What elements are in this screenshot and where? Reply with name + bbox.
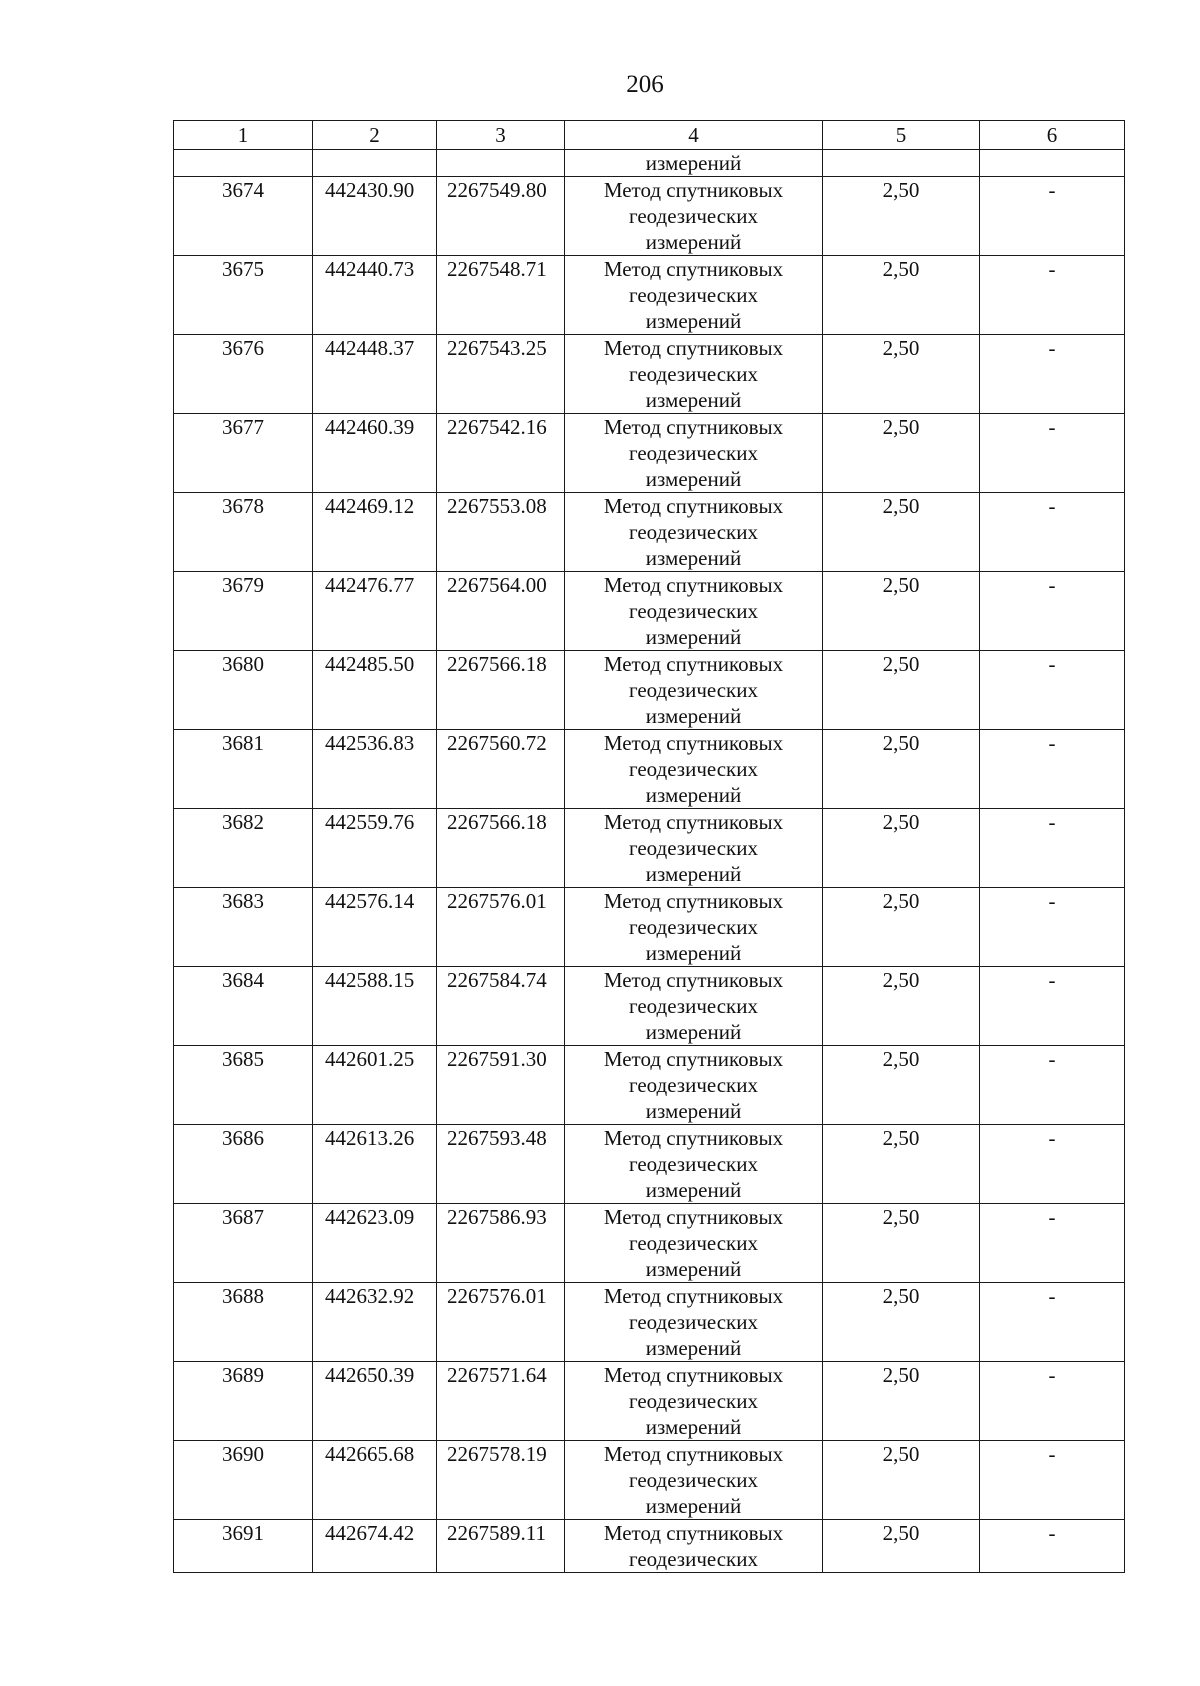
- table-row: [174, 1362, 1125, 1441]
- method-cell: [565, 1283, 823, 1362]
- accuracy-cell: 2,50: [823, 967, 980, 1046]
- header-cell: 4: [565, 121, 823, 150]
- description-cell: -: [980, 1125, 1125, 1204]
- method-line: геодезических: [628, 204, 758, 228]
- method-cell: [565, 177, 823, 256]
- accuracy-cell: 2,50: [823, 730, 980, 809]
- accuracy-cell: 2,50: [823, 1204, 980, 1283]
- description-cell: -: [980, 493, 1125, 572]
- empty-cell: [980, 150, 1125, 177]
- method-line: измерений: [645, 1494, 742, 1518]
- x-coordinate-cell: 442665.68: [313, 1441, 437, 1520]
- description-cell: -: [980, 1362, 1125, 1441]
- header-cell: 6: [980, 121, 1125, 150]
- x-coordinate-cell: 442476.77: [313, 572, 437, 651]
- method-line: геодезических: [628, 1231, 758, 1255]
- method-line: Метод спутниковых: [603, 494, 784, 518]
- point-number-cell: 3689: [174, 1362, 313, 1441]
- accuracy-cell: 2,50: [823, 1441, 980, 1520]
- method-line: измерений: [645, 862, 742, 886]
- description-cell: -: [980, 730, 1125, 809]
- method-cell: [565, 809, 823, 888]
- point-number-cell: 3688: [174, 1283, 313, 1362]
- y-coordinate-cell: 2267591.30: [437, 1046, 565, 1125]
- method-cell: [565, 967, 823, 1046]
- method-line: измерений: [645, 467, 742, 491]
- method-line: геодезических: [628, 678, 758, 702]
- accuracy-cell: 2,50: [823, 572, 980, 651]
- accuracy-cell: 2,50: [823, 888, 980, 967]
- table-row: [174, 493, 1125, 572]
- method-cell: [565, 414, 823, 493]
- x-coordinate-cell: 442623.09: [313, 1204, 437, 1283]
- point-number-cell: 3674: [174, 177, 313, 256]
- method-line: измерений: [645, 1415, 742, 1439]
- table-row: [174, 335, 1125, 414]
- x-coordinate-cell: 442485.50: [313, 651, 437, 730]
- method-line: геодезических: [628, 757, 758, 781]
- accuracy-cell: 2,50: [823, 1125, 980, 1204]
- table-row: [174, 1520, 1125, 1573]
- empty-cell: [174, 150, 313, 177]
- description-cell: -: [980, 967, 1125, 1046]
- method-line: измерений: [645, 388, 742, 412]
- method-line: геодезических: [628, 1468, 758, 1492]
- point-number-cell: 3676: [174, 335, 313, 414]
- method-cell: [565, 651, 823, 730]
- method-line: геодезических: [628, 836, 758, 860]
- method-line: измерений: [645, 309, 742, 333]
- accuracy-cell: 2,50: [823, 1520, 980, 1573]
- accuracy-cell: 2,50: [823, 651, 980, 730]
- method-line: Метод спутниковых: [603, 1205, 784, 1229]
- method-line: Метод спутниковых: [603, 1442, 784, 1466]
- method-line: геодезических: [628, 1310, 758, 1334]
- method-line: геодезических: [628, 1389, 758, 1413]
- method-cell: [565, 1046, 823, 1125]
- method-cell: [565, 1204, 823, 1283]
- method-line: измерений: [645, 941, 742, 965]
- method-cell: [565, 1520, 823, 1573]
- method-line: измерений: [645, 1336, 742, 1360]
- point-number-cell: 3685: [174, 1046, 313, 1125]
- x-coordinate-cell: 442536.83: [313, 730, 437, 809]
- method-line: Метод спутниковых: [603, 1363, 784, 1387]
- method-cell: [565, 730, 823, 809]
- method-line: измерений: [645, 1178, 742, 1202]
- page-number: 206: [626, 71, 664, 98]
- method-line: Метод спутниковых: [603, 652, 784, 676]
- table-row: [174, 1283, 1125, 1362]
- table-row: [174, 809, 1125, 888]
- x-coordinate-cell: 442674.42: [313, 1520, 437, 1573]
- header-cell: 2: [313, 121, 437, 150]
- table-row: [174, 177, 1125, 256]
- table-row: [174, 1204, 1125, 1283]
- method-line: Метод спутниковых: [603, 257, 784, 281]
- method-cell: [565, 888, 823, 967]
- table-row: [174, 651, 1125, 730]
- x-coordinate-cell: 442430.90: [313, 177, 437, 256]
- description-cell: -: [980, 572, 1125, 651]
- method-cell: [565, 256, 823, 335]
- y-coordinate-cell: 2267586.93: [437, 1204, 565, 1283]
- accuracy-cell: 2,50: [823, 335, 980, 414]
- method-line: Метод спутниковых: [603, 1284, 784, 1308]
- accuracy-cell: 2,50: [823, 177, 980, 256]
- point-number-cell: 3690: [174, 1441, 313, 1520]
- method-line: геодезических: [628, 915, 758, 939]
- x-coordinate-cell: 442650.39: [313, 1362, 437, 1441]
- method-line: геодезических: [628, 362, 758, 386]
- table-row: [174, 1125, 1125, 1204]
- method-line: геодезических: [628, 283, 758, 307]
- method-line: Метод спутниковых: [603, 415, 784, 439]
- method-line: измерений: [645, 625, 742, 649]
- point-number-cell: 3678: [174, 493, 313, 572]
- y-coordinate-cell: 2267548.71: [437, 256, 565, 335]
- y-coordinate-cell: 2267584.74: [437, 967, 565, 1046]
- description-cell: -: [980, 809, 1125, 888]
- method-line: геодезических: [628, 1073, 758, 1097]
- x-coordinate-cell: 442440.73: [313, 256, 437, 335]
- method-line: измерений: [645, 230, 742, 254]
- description-cell: -: [980, 1520, 1125, 1573]
- method-line: измерений: [645, 1099, 742, 1123]
- method-continuation-cell: измерений: [565, 150, 823, 177]
- continuation-row: [174, 150, 1125, 177]
- table-row: [174, 256, 1125, 335]
- method-line: Метод спутниковых: [603, 889, 784, 913]
- header-cell: 3: [437, 121, 565, 150]
- point-number-cell: 3677: [174, 414, 313, 493]
- method-line: измерений: [645, 783, 742, 807]
- method-line: геодезических: [628, 1547, 758, 1571]
- method-line: Метод спутниковых: [603, 968, 784, 992]
- point-number-cell: 3691: [174, 1520, 313, 1573]
- description-cell: -: [980, 177, 1125, 256]
- x-coordinate-cell: 442632.92: [313, 1283, 437, 1362]
- method-line: измерений: [645, 1020, 742, 1044]
- y-coordinate-cell: 2267593.48: [437, 1125, 565, 1204]
- method-cell: [565, 1125, 823, 1204]
- accuracy-cell: 2,50: [823, 493, 980, 572]
- y-coordinate-cell: 2267560.72: [437, 730, 565, 809]
- table-row: [174, 967, 1125, 1046]
- y-coordinate-cell: 2267589.11: [437, 1520, 565, 1573]
- point-number-cell: 3686: [174, 1125, 313, 1204]
- description-cell: -: [980, 414, 1125, 493]
- point-number-cell: 3683: [174, 888, 313, 967]
- point-number-cell: 3684: [174, 967, 313, 1046]
- method-line: Метод спутниковых: [603, 1047, 784, 1071]
- table-row: [174, 1046, 1125, 1125]
- y-coordinate-cell: 2267576.01: [437, 888, 565, 967]
- accuracy-cell: 2,50: [823, 809, 980, 888]
- description-cell: -: [980, 651, 1125, 730]
- method-line: геодезических: [628, 1152, 758, 1176]
- y-coordinate-cell: 2267542.16: [437, 414, 565, 493]
- y-coordinate-cell: 2267549.80: [437, 177, 565, 256]
- accuracy-cell: 2,50: [823, 1283, 980, 1362]
- empty-cell: [437, 150, 565, 177]
- x-coordinate-cell: 442448.37: [313, 335, 437, 414]
- description-cell: -: [980, 335, 1125, 414]
- method-line: измерений: [645, 704, 742, 728]
- empty-cell: [823, 150, 980, 177]
- y-coordinate-cell: 2267543.25: [437, 335, 565, 414]
- method-line: Метод спутниковых: [603, 731, 784, 755]
- point-number-cell: 3682: [174, 809, 313, 888]
- method-line: геодезических: [628, 441, 758, 465]
- accuracy-cell: 2,50: [823, 256, 980, 335]
- description-cell: -: [980, 888, 1125, 967]
- x-coordinate-cell: 442576.14: [313, 888, 437, 967]
- accuracy-cell: 2,50: [823, 1046, 980, 1125]
- description-cell: -: [980, 1283, 1125, 1362]
- method-cell: [565, 1362, 823, 1441]
- point-number-cell: 3680: [174, 651, 313, 730]
- point-number-cell: 3675: [174, 256, 313, 335]
- y-coordinate-cell: 2267571.64: [437, 1362, 565, 1441]
- y-coordinate-cell: 2267576.01: [437, 1283, 565, 1362]
- y-coordinate-cell: 2267566.18: [437, 651, 565, 730]
- y-coordinate-cell: 2267564.00: [437, 572, 565, 651]
- table-header-row: [174, 121, 1125, 150]
- table-row: [174, 1441, 1125, 1520]
- coordinates-table: [173, 120, 1125, 1573]
- point-number-cell: 3687: [174, 1204, 313, 1283]
- header-cell: 1: [174, 121, 313, 150]
- y-coordinate-cell: 2267578.19: [437, 1441, 565, 1520]
- point-number-cell: 3681: [174, 730, 313, 809]
- accuracy-cell: 2,50: [823, 414, 980, 493]
- method-cell: [565, 493, 823, 572]
- method-line: Метод спутниковых: [603, 1126, 784, 1150]
- method-line: Метод спутниковых: [603, 336, 784, 360]
- description-cell: -: [980, 1441, 1125, 1520]
- x-coordinate-cell: 442460.39: [313, 414, 437, 493]
- method-line: геодезических: [628, 599, 758, 623]
- x-coordinate-cell: 442588.15: [313, 967, 437, 1046]
- y-coordinate-cell: 2267566.18: [437, 809, 565, 888]
- table-row: [174, 888, 1125, 967]
- description-cell: -: [980, 256, 1125, 335]
- x-coordinate-cell: 442613.26: [313, 1125, 437, 1204]
- empty-cell: [313, 150, 437, 177]
- method-cell: [565, 1441, 823, 1520]
- table-row: [174, 730, 1125, 809]
- table-row: [174, 572, 1125, 651]
- x-coordinate-cell: 442601.25: [313, 1046, 437, 1125]
- x-coordinate-cell: 442469.12: [313, 493, 437, 572]
- method-cell: [565, 572, 823, 651]
- method-line: Метод спутниковых: [603, 573, 784, 597]
- description-cell: -: [980, 1204, 1125, 1283]
- method-line: измерений: [645, 1257, 742, 1281]
- y-coordinate-cell: 2267553.08: [437, 493, 565, 572]
- method-line: геодезических: [628, 994, 758, 1018]
- point-number-cell: 3679: [174, 572, 313, 651]
- method-line: Метод спутниковых: [603, 178, 784, 202]
- accuracy-cell: 2,50: [823, 1362, 980, 1441]
- description-cell: -: [980, 1046, 1125, 1125]
- method-cell: [565, 335, 823, 414]
- method-line: измерений: [645, 546, 742, 570]
- method-line: Метод спутниковых: [603, 1521, 784, 1545]
- header-cell: 5: [823, 121, 980, 150]
- table-row: [174, 414, 1125, 493]
- method-line: геодезических: [628, 520, 758, 544]
- x-coordinate-cell: 442559.76: [313, 809, 437, 888]
- method-line: Метод спутниковых: [603, 810, 784, 834]
